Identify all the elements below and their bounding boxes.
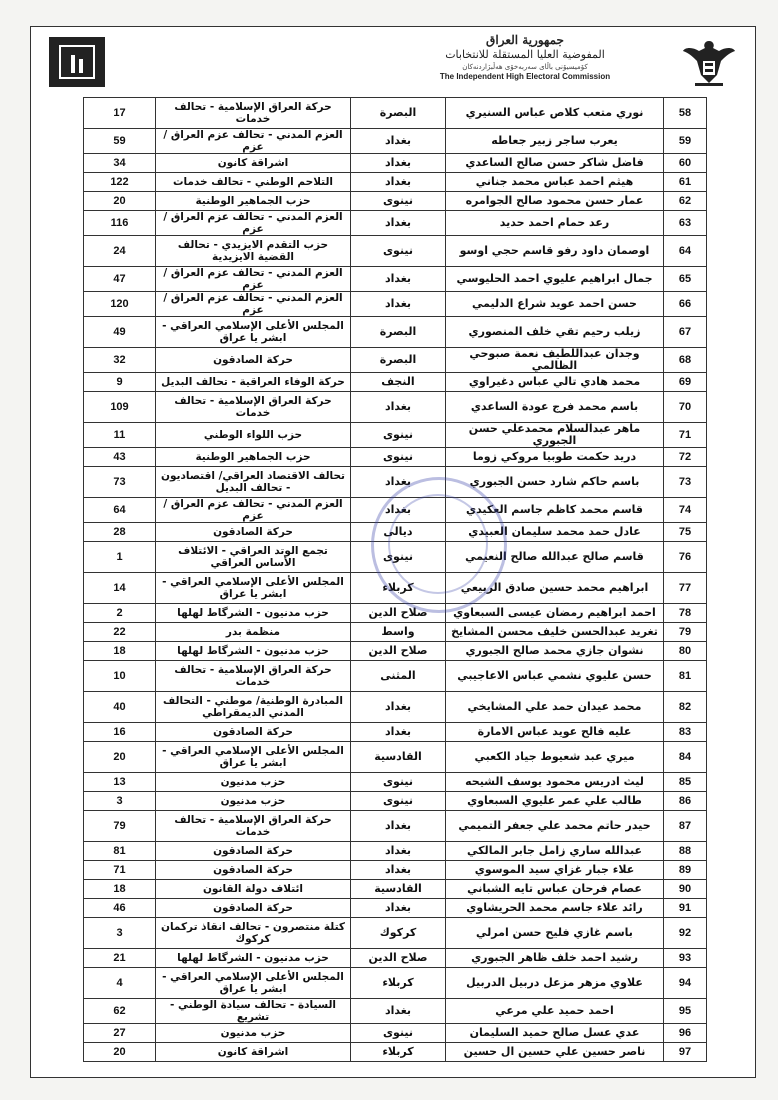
ihec-logo — [49, 37, 105, 87]
candidate-name: عادل حمد محمد سليمان العبيدي — [446, 523, 664, 542]
party-name: المجلس الأعلى الإسلامي العراقي - ابشر يا عراق — [156, 968, 351, 999]
header-titles — [395, 33, 655, 81]
table-row — [84, 423, 707, 448]
province: صلاح الدين — [351, 604, 446, 623]
ihec-logo-bar — [71, 55, 75, 73]
table-row — [84, 467, 707, 498]
vote-count: 81 — [84, 842, 156, 861]
party-name: حزب اللواء الوطني — [156, 423, 351, 448]
province: بغداد — [351, 154, 446, 173]
candidate-name: احمد ابراهيم رمضان عيسى السبعاوي — [446, 604, 664, 623]
party-name: اشراقة كانون — [156, 154, 351, 173]
candidate-name: علاء جبار غزاي سيد الموسوي — [446, 861, 664, 880]
province: نينوى — [351, 448, 446, 467]
ihec-logo-bar — [79, 59, 83, 73]
row-number: 83 — [664, 723, 707, 742]
province: بغداد — [351, 692, 446, 723]
candidate-name: اوصمان داود رفو قاسم حجي اوسو — [446, 236, 664, 267]
table-row — [84, 573, 707, 604]
party-name: ائتلاف دولة القانون — [156, 880, 351, 899]
party-name: حزب مدنيون — [156, 792, 351, 811]
candidate-name: فاضل شاكر حسن صالح الساعدي — [446, 154, 664, 173]
candidate-name: رشيد احمد خلف ظاهر الجبوري — [446, 949, 664, 968]
row-number: 85 — [664, 773, 707, 792]
vote-count: 14 — [84, 573, 156, 604]
province: بغداد — [351, 211, 446, 236]
candidate-name: ناصر حسين علي حسين ال حسين — [446, 1043, 664, 1062]
candidate-name: هيثم احمد عباس محمد جناني — [446, 173, 664, 192]
candidate-name: محمد عيدان حمد علي المشايخي — [446, 692, 664, 723]
candidate-name: قاسم محمد كاظم جاسم العكيدي — [446, 498, 664, 523]
vote-count: 17 — [84, 98, 156, 129]
candidate-name: جمال ابراهيم عليوي احمد الحليوسي — [446, 267, 664, 292]
row-number: 64 — [664, 236, 707, 267]
row-number: 81 — [664, 661, 707, 692]
party-name: حزب مدنيون - الشرگاط لهلها — [156, 642, 351, 661]
row-number: 73 — [664, 467, 707, 498]
province: نينوى — [351, 236, 446, 267]
candidate-name: حسن احمد عويد شراع الدليمي — [446, 292, 664, 317]
row-number: 70 — [664, 392, 707, 423]
row-number: 66 — [664, 292, 707, 317]
province: نينوى — [351, 792, 446, 811]
row-number: 92 — [664, 918, 707, 949]
party-name: كتلة منتصرون - تحالف انقاذ تركمان كركوك — [156, 918, 351, 949]
vote-count: 43 — [84, 448, 156, 467]
vote-count: 116 — [84, 211, 156, 236]
row-number: 68 — [664, 348, 707, 373]
vote-count: 40 — [84, 692, 156, 723]
vote-count: 46 — [84, 899, 156, 918]
province: صلاح الدين — [351, 949, 446, 968]
table-row — [84, 373, 707, 392]
row-number: 71 — [664, 423, 707, 448]
province: بغداد — [351, 811, 446, 842]
province: نينوى — [351, 542, 446, 573]
party-name: حزب مدنيون — [156, 1024, 351, 1043]
table-row — [84, 1024, 707, 1043]
table-row — [84, 723, 707, 742]
table-row — [84, 642, 707, 661]
vote-count: 120 — [84, 292, 156, 317]
row-number: 79 — [664, 623, 707, 642]
party-name: السيادة - تحالف سيادة الوطني - تشريع — [156, 999, 351, 1024]
party-name: العزم المدني - تحالف عزم العراق /عزم — [156, 498, 351, 523]
table-row — [84, 211, 707, 236]
party-name: حزب الجماهير الوطنية — [156, 192, 351, 211]
table-row — [84, 348, 707, 373]
vote-count: 49 — [84, 317, 156, 348]
candidates-table — [83, 97, 707, 1062]
vote-count: 24 — [84, 236, 156, 267]
candidate-name: باسم غازي فليح حسن امرلي — [446, 918, 664, 949]
party-name: حركة الصادقون — [156, 348, 351, 373]
candidate-name: رعد حمام احمد حديد — [446, 211, 664, 236]
party-name: العزم المدني - تحالف عزم العراق /عزم — [156, 129, 351, 154]
candidate-name: عبدالله ساري زامل جابر المالكي — [446, 842, 664, 861]
vote-count: 18 — [84, 880, 156, 899]
candidate-name: علاوي مزهر مزعل دربيل الدربيل — [446, 968, 664, 999]
province: نينوى — [351, 1024, 446, 1043]
party-name: حركة الوفاء العراقية - تحالف البديل — [156, 373, 351, 392]
party-name: حزب مدنيون — [156, 773, 351, 792]
candidate-name: عدي عسل صالح حميد السليمان — [446, 1024, 664, 1043]
province: بغداد — [351, 467, 446, 498]
province: القادسية — [351, 880, 446, 899]
party-name: المجلس الأعلى الإسلامي العراقي - ابشر يا عراق — [156, 573, 351, 604]
row-number: 65 — [664, 267, 707, 292]
vote-count: 64 — [84, 498, 156, 523]
row-number: 63 — [664, 211, 707, 236]
header-title-ar: جمهورية العراق — [486, 33, 564, 47]
province: كربلاء — [351, 573, 446, 604]
party-name: العزم المدني - تحالف عزم العراق /عزم — [156, 292, 351, 317]
candidate-name: دريد حكمت طوبيا مروكي زوما — [446, 448, 664, 467]
document-page — [30, 26, 756, 1078]
row-number: 86 — [664, 792, 707, 811]
candidate-name: تغريد عبدالحسن خليف محسن المشايخ — [446, 623, 664, 642]
table-row — [84, 742, 707, 773]
row-number: 76 — [664, 542, 707, 573]
table-row — [84, 292, 707, 317]
party-name: المجلس الأعلى الإسلامي العراقي - ابشر يا عراق — [156, 317, 351, 348]
province: بغداد — [351, 999, 446, 1024]
candidate-name: باسم حاكم شارد حسن الجبوري — [446, 467, 664, 498]
vote-count: 22 — [84, 623, 156, 642]
row-number: 91 — [664, 899, 707, 918]
vote-count: 10 — [84, 661, 156, 692]
province: بغداد — [351, 861, 446, 880]
vote-count: 13 — [84, 773, 156, 792]
candidate-name: باسم محمد فرج عودة الساعدي — [446, 392, 664, 423]
party-name: حركة الصادقون — [156, 842, 351, 861]
row-number: 90 — [664, 880, 707, 899]
vote-count: 11 — [84, 423, 156, 448]
table-row — [84, 623, 707, 642]
party-name: حزب مدنيون - الشرگاط لهلها — [156, 604, 351, 623]
table-row — [84, 236, 707, 267]
table-row — [84, 811, 707, 842]
table-row — [84, 842, 707, 861]
candidate-name: ابراهيم محمد حسين صادق الربيعي — [446, 573, 664, 604]
candidate-name: نوري متعب كلاص عباس السنيري — [446, 98, 664, 129]
province: بغداد — [351, 267, 446, 292]
province: كركوك — [351, 918, 446, 949]
party-name: حركة العراق الإسلامية - تحالف خدمات — [156, 661, 351, 692]
province: بغداد — [351, 392, 446, 423]
party-name: حركة الصادقون — [156, 899, 351, 918]
party-name: حركة الصادقون — [156, 523, 351, 542]
province: البصرة — [351, 317, 446, 348]
party-name: حركة الصادقون — [156, 723, 351, 742]
province: بغداد — [351, 842, 446, 861]
table-row — [84, 154, 707, 173]
vote-count: 20 — [84, 1043, 156, 1062]
party-name: تحالف الاقتصاد العراقي/ اقتصاديون - تحالف البديل — [156, 467, 351, 498]
table-row — [84, 999, 707, 1024]
row-number: 74 — [664, 498, 707, 523]
candidate-name: يعرب ساجر زبير جعاطه — [446, 129, 664, 154]
table-row — [84, 448, 707, 467]
row-number: 67 — [664, 317, 707, 348]
row-number: 93 — [664, 949, 707, 968]
row-number: 77 — [664, 573, 707, 604]
table-row — [84, 661, 707, 692]
row-number: 75 — [664, 523, 707, 542]
row-number: 84 — [664, 742, 707, 773]
party-name: التلاحم الوطني - تحالف خدمات — [156, 173, 351, 192]
candidate-name: عليه فالح عويد عباس الامارة — [446, 723, 664, 742]
vote-count: 71 — [84, 861, 156, 880]
header-kurdish: کۆمیسیۆنی باڵای سەربەخۆی هەڵبژاردنەکان — [462, 63, 588, 71]
party-name: حركة العراق الإسلامية - تحالف خدمات — [156, 392, 351, 423]
row-number: 94 — [664, 968, 707, 999]
vote-count: 32 — [84, 348, 156, 373]
province: نينوى — [351, 192, 446, 211]
province: صلاح الدين — [351, 642, 446, 661]
province: المثنى — [351, 661, 446, 692]
province: النجف — [351, 373, 446, 392]
vote-count: 3 — [84, 918, 156, 949]
vote-count: 109 — [84, 392, 156, 423]
row-number: 89 — [664, 861, 707, 880]
table-row — [84, 498, 707, 523]
vote-count: 122 — [84, 173, 156, 192]
table-row — [84, 968, 707, 999]
candidate-name: نشوان جازي محمد صالح الجبوري — [446, 642, 664, 661]
row-number: 60 — [664, 154, 707, 173]
document-header — [31, 27, 755, 97]
row-number: 72 — [664, 448, 707, 467]
row-number: 78 — [664, 604, 707, 623]
province: واسط — [351, 623, 446, 642]
vote-count: 2 — [84, 604, 156, 623]
province: بغداد — [351, 129, 446, 154]
table-row — [84, 317, 707, 348]
party-name: حركة العراق الإسلامية - تحالف خدمات — [156, 98, 351, 129]
vote-count: 21 — [84, 949, 156, 968]
candidates-table-body — [84, 98, 707, 1062]
party-name: حزب مدنيون - الشرگاط لهلها — [156, 949, 351, 968]
row-number: 88 — [664, 842, 707, 861]
table-row — [84, 880, 707, 899]
province: بغداد — [351, 723, 446, 742]
party-name: المجلس الأعلى الإسلامي العراقي - ابشر يا عراق — [156, 742, 351, 773]
ihec-logo-mark — [59, 45, 95, 79]
table-row — [84, 542, 707, 573]
vote-count: 1 — [84, 542, 156, 573]
table-row — [84, 792, 707, 811]
candidate-name: احمد حميد علي مرعي — [446, 999, 664, 1024]
party-name: حركة العراق الإسلامية - تحالف خدمات — [156, 811, 351, 842]
candidate-name: ميري عبد شعيوط جياد الكعبي — [446, 742, 664, 773]
table-row — [84, 267, 707, 292]
province: كربلاء — [351, 968, 446, 999]
vote-count: 3 — [84, 792, 156, 811]
province: البصرة — [351, 98, 446, 129]
candidate-name: عمار حسن محمود صالح الجوامره — [446, 192, 664, 211]
province: بغداد — [351, 173, 446, 192]
vote-count: 27 — [84, 1024, 156, 1043]
province: نينوى — [351, 773, 446, 792]
header-subtitle-ar: المفوضية العليا المستقلة للانتخابات — [445, 48, 605, 61]
vote-count: 79 — [84, 811, 156, 842]
province: نينوى — [351, 423, 446, 448]
vote-count: 73 — [84, 467, 156, 498]
vote-count: 34 — [84, 154, 156, 173]
candidate-name: وجدان عبداللطيف نعمة صبوحي الظالمي — [446, 348, 664, 373]
candidate-name: ماهر عبدالسلام محمدعلي حسن الجبوري — [446, 423, 664, 448]
vote-count: 20 — [84, 742, 156, 773]
province: البصرة — [351, 348, 446, 373]
table-row — [84, 918, 707, 949]
province: بغداد — [351, 899, 446, 918]
row-number: 59 — [664, 129, 707, 154]
row-number: 80 — [664, 642, 707, 661]
candidates-table-wrap — [83, 97, 706, 1062]
row-number: 58 — [664, 98, 707, 129]
vote-count: 59 — [84, 129, 156, 154]
table-row — [84, 173, 707, 192]
candidate-name: محمد هادي تالي عباس دغيراوي — [446, 373, 664, 392]
table-row — [84, 392, 707, 423]
party-name: اشراقة كانون — [156, 1043, 351, 1062]
table-row — [84, 1043, 707, 1062]
table-row — [84, 192, 707, 211]
party-name: حزب الجماهير الوطنية — [156, 448, 351, 467]
row-number: 62 — [664, 192, 707, 211]
candidate-name: طالب علي عمر عليوي السبعاوي — [446, 792, 664, 811]
table-row — [84, 949, 707, 968]
row-number: 95 — [664, 999, 707, 1024]
table-row — [84, 129, 707, 154]
row-number: 69 — [664, 373, 707, 392]
table-row — [84, 773, 707, 792]
vote-count: 62 — [84, 999, 156, 1024]
province: بغداد — [351, 292, 446, 317]
table-row — [84, 98, 707, 129]
party-name: العزم المدني - تحالف عزم العراق /عزم — [156, 211, 351, 236]
header-english: The Independent High Electoral Commission — [439, 72, 611, 81]
candidate-name: عصام فرحان عباس تايه الشباني — [446, 880, 664, 899]
vote-count: 16 — [84, 723, 156, 742]
candidate-name: ليث ادريس محمود يوسف الشيحه — [446, 773, 664, 792]
row-number: 87 — [664, 811, 707, 842]
party-name: تجمع الوتد العراقي - الائتلاف الأساس العراقي — [156, 542, 351, 573]
vote-count: 4 — [84, 968, 156, 999]
candidate-name: رائد علاء جاسم محمد الحريشاوي — [446, 899, 664, 918]
province: بغداد — [351, 498, 446, 523]
candidate-name: حسن عليوي نشمي عباس الاعاجيبي — [446, 661, 664, 692]
iraq-eagle-emblem-icon — [681, 35, 737, 89]
row-number: 82 — [664, 692, 707, 723]
row-number: 61 — [664, 173, 707, 192]
vote-count: 18 — [84, 642, 156, 661]
vote-count: 47 — [84, 267, 156, 292]
table-row — [84, 604, 707, 623]
party-name: العزم المدني - تحالف عزم العراق /عزم — [156, 267, 351, 292]
vote-count: 20 — [84, 192, 156, 211]
table-row — [84, 861, 707, 880]
province: كربلاء — [351, 1043, 446, 1062]
table-row — [84, 899, 707, 918]
party-name: المبادرة الوطنية/ موطني - التحالف المدني الديمقراطي — [156, 692, 351, 723]
row-number: 96 — [664, 1024, 707, 1043]
candidate-name: زيلب رحيم تقي خلف المنصوري — [446, 317, 664, 348]
province: القادسية — [351, 742, 446, 773]
table-row — [84, 523, 707, 542]
candidate-name: قاسم صالح عبدالله صالح النعيمي — [446, 542, 664, 573]
table-row — [84, 692, 707, 723]
province: ديالى — [351, 523, 446, 542]
vote-count: 28 — [84, 523, 156, 542]
vote-count: 9 — [84, 373, 156, 392]
party-name: حزب التقدم الايزيدي - تحالف القضية الايزيدية — [156, 236, 351, 267]
party-name: منظمة بدر — [156, 623, 351, 642]
party-name: حركة الصادقون — [156, 861, 351, 880]
candidate-name: حيدر حاتم محمد علي جعفر التميمي — [446, 811, 664, 842]
row-number: 97 — [664, 1043, 707, 1062]
